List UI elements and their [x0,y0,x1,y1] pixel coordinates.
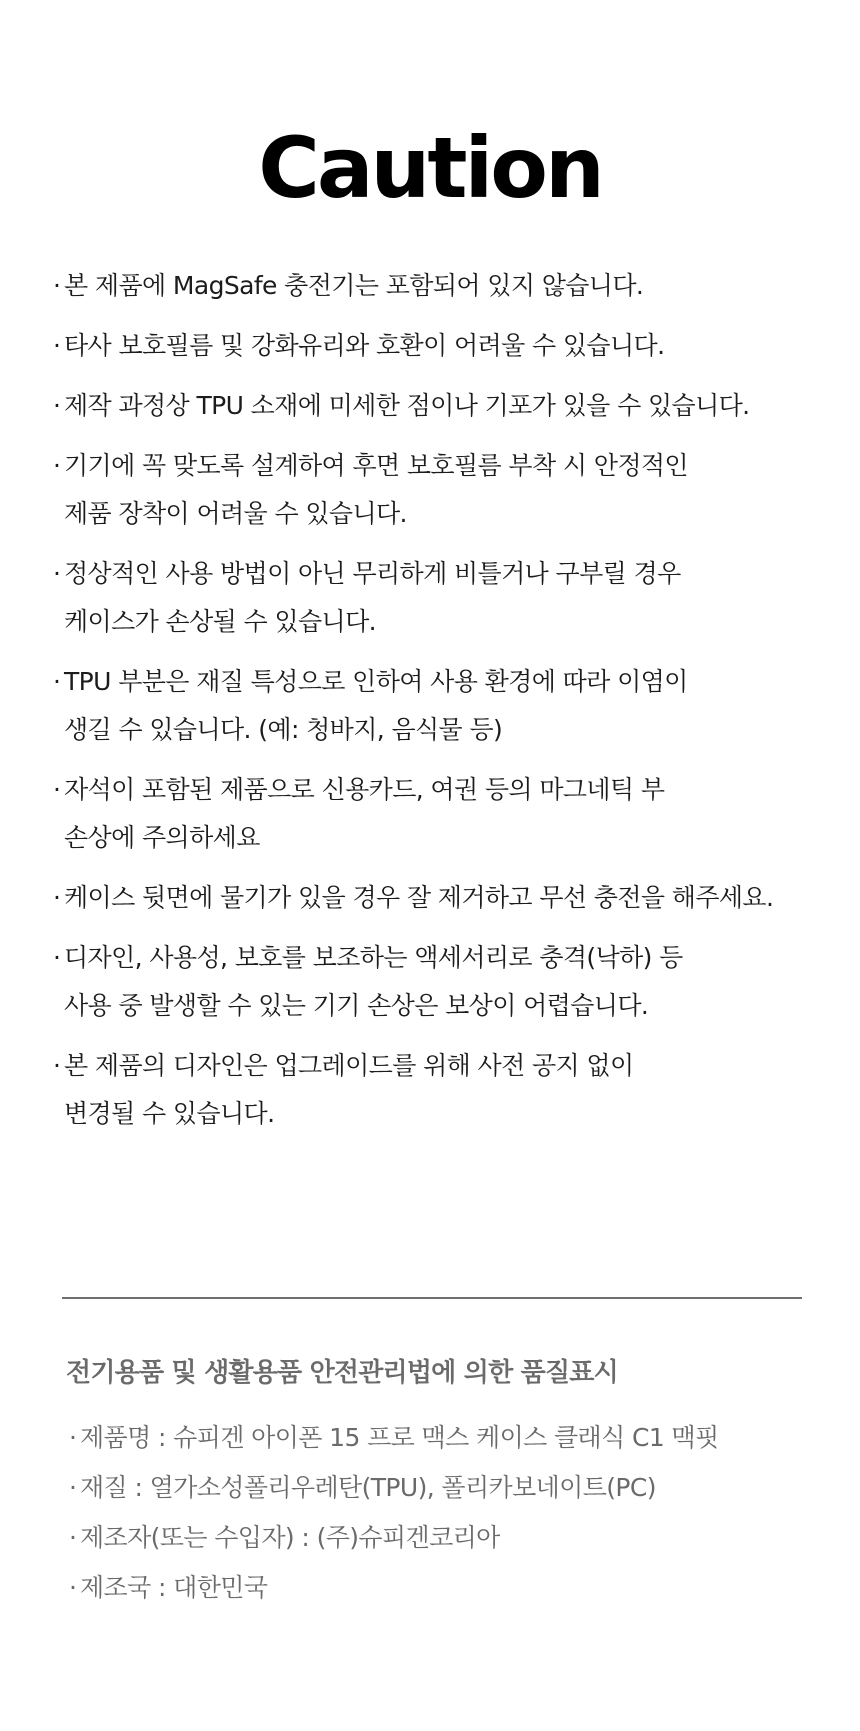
bullet: · [53,883,61,912]
caution-line: 제작 과정상 TPU 소재에 미세한 점이나 기포가 있을 수 있습니다. [64,391,750,420]
caution-line: 자석이 포함된 제품으로 신용카드, 여권 등의 마그네틱 부 [64,775,665,804]
caution-line: 디자인, 사용성, 보호를 보조하는 액세서리로 충격(낙하) 등 [64,943,683,972]
quality-item-product-name [70,1413,719,1463]
quality-item-text: 제조국 : 대한민국 [80,1573,268,1602]
caution-list [54,262,854,1150]
quality-item-text: 제품명 : 슈피겐 아이폰 15 프로 맥스 케이스 클래식 C1 맥핏 [80,1423,719,1452]
caution-line: 손상에 주의하세요 [64,823,260,852]
caution-item [54,442,854,538]
bullet: · [69,1523,77,1552]
caution-line: 케이스 뒷면에 물기가 있을 경우 잘 제거하고 무선 충전을 해주세요. [64,883,774,912]
bullet: · [53,451,61,480]
bullet: · [69,1473,77,1502]
quality-item-text: 재질 : 열가소성폴리우레탄(TPU), 폴리카보네이트(PC) [80,1473,656,1502]
caution-item [54,262,854,310]
bullet: · [53,775,61,804]
caution-line: 본 제품의 디자인은 업그레이드를 위해 사전 공지 없이 [64,1051,634,1080]
quality-list [70,1413,719,1613]
caution-item [54,934,854,1030]
quality-item-country [70,1563,719,1613]
caution-line: 타사 보호필름 및 강화유리와 호환이 어려울 수 있습니다. [64,331,665,360]
quality-item-text: 제조자(또는 수입자) : (주)슈피겐코리아 [80,1523,500,1552]
bullet: · [69,1423,77,1452]
caution-item [54,766,854,862]
caution-line: 케이스가 손상될 수 있습니다. [64,607,376,636]
caution-item [54,658,854,754]
caution-item [54,1042,854,1138]
caution-item [54,322,854,370]
page-title: Caution [258,119,602,217]
bullet: · [53,943,61,972]
quality-item-material [70,1463,719,1513]
section-divider [62,1297,802,1299]
caution-line: 정상적인 사용 방법이 아닌 무리하게 비틀거나 구부릴 경우 [64,559,681,588]
caution-item [54,874,854,922]
caution-line: 변경될 수 있습니다. [64,1099,275,1128]
caution-item [54,550,854,646]
bullet: · [69,1573,77,1602]
caution-line: TPU 부분은 재질 특성으로 인하여 사용 환경에 따라 이염이 [64,667,688,696]
bullet: · [53,331,61,360]
quality-section-title: 전기용품 및 생활용품 안전관리법에 의한 품질표시 [66,1358,618,1388]
bullet: · [53,271,61,300]
bullet: · [53,1051,61,1080]
bullet: · [53,667,61,696]
caution-line: 제품 장착이 어려울 수 있습니다. [64,499,407,528]
quality-item-manufacturer [70,1513,719,1563]
caution-item [54,382,854,430]
bullet: · [53,391,61,420]
caution-line: 사용 중 발생할 수 있는 기기 손상은 보상이 어렵습니다. [64,991,649,1020]
caution-line: 생길 수 있습니다. (예: 청바지, 음식물 등) [64,715,503,744]
caution-line: 본 제품에 MagSafe 충전기는 포함되어 있지 않습니다. [64,271,644,300]
bullet: · [53,559,61,588]
caution-line: 기기에 꼭 맞도록 설계하여 후면 보호필름 부착 시 안정적인 [64,451,688,480]
